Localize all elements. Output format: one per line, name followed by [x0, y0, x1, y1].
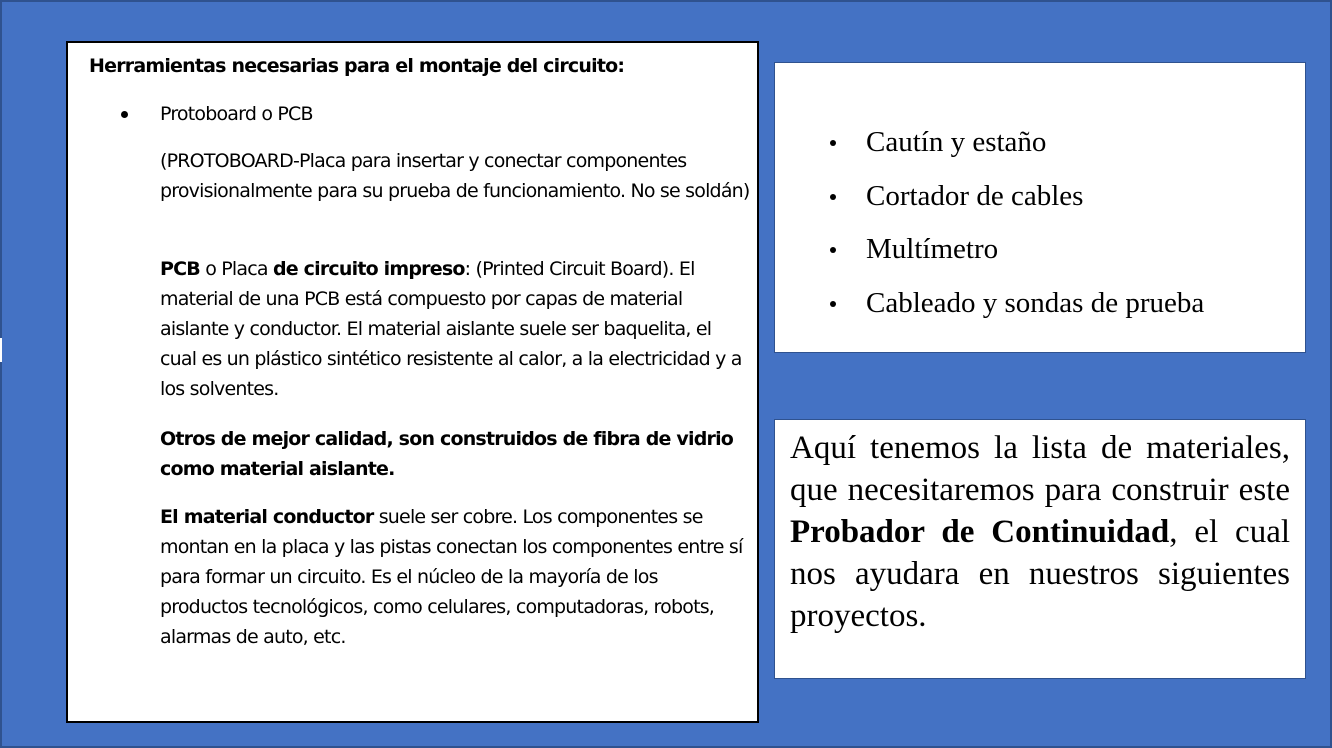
panel-heading: Herramientas necesarias para el montaje del circuito:	[89, 55, 625, 77]
bullet-icon	[830, 301, 836, 307]
other-quality-note: Otros de mejor calidad, son construidos de fibra de vidrio como material aislante.	[160, 428, 734, 480]
intro-text-end: , el cual nos ayudara en nuestros siguientes proyectos.	[790, 514, 1291, 634]
conductor-text: suele ser cobre. Los componentes se montan en la placa y las pistas conectan los componentes entre sí para formar un circuito. Es el núcleo de la mayoría de los productos tecnológicos, como celulares, computadoras, robots, alarmas de auto, etc.	[160, 506, 743, 648]
pcb-term-rest: de circuito impreso	[272, 258, 465, 280]
tools-list-panel	[774, 62, 1306, 353]
pcb-connector: o Placa	[199, 258, 273, 280]
intro-panel	[774, 419, 1306, 679]
tool-label: Cautín y estaño	[866, 126, 1047, 158]
list-item-label: Protoboard o PCB	[160, 103, 313, 125]
intro-text	[790, 427, 1290, 637]
tool-label: Multímetro	[866, 233, 999, 265]
bullet-icon	[121, 111, 128, 118]
list-item	[121, 99, 721, 129]
project-name: Probador de Continuidad	[790, 514, 1170, 550]
tools-description-panel	[66, 41, 759, 723]
intro-text-start: Aquí tenemos la lista de materiales, que necesitaremos para construir este	[790, 430, 1290, 508]
pcb-text: : (Printed Circuit Board). El material de una PCB está compuesto por capas de material aislante y conductor. El material aislante suele ser baquelita, el cual es un plástico sintético resistente al calor, a la electricidad y a los solventes.	[160, 258, 742, 400]
bullet-icon	[830, 247, 836, 253]
pcb-term: PCB	[160, 258, 200, 280]
conductor-term: El material conductor	[160, 506, 374, 528]
tool-label: Cortador de cables	[866, 179, 1084, 212]
pcb-description	[160, 254, 750, 404]
tool-label: Cableado y sondas de prueba	[866, 286, 1205, 319]
conductor-description	[160, 502, 750, 652]
slide-edge-mark	[0, 338, 2, 362]
protoboard-description: (PROTOBOARD-Placa para insertar y conectar componentes provisionalmente para su prueba de funcionamiento. No se soldán)	[160, 150, 750, 202]
bullet-icon	[830, 140, 836, 146]
bullet-icon	[830, 194, 836, 200]
